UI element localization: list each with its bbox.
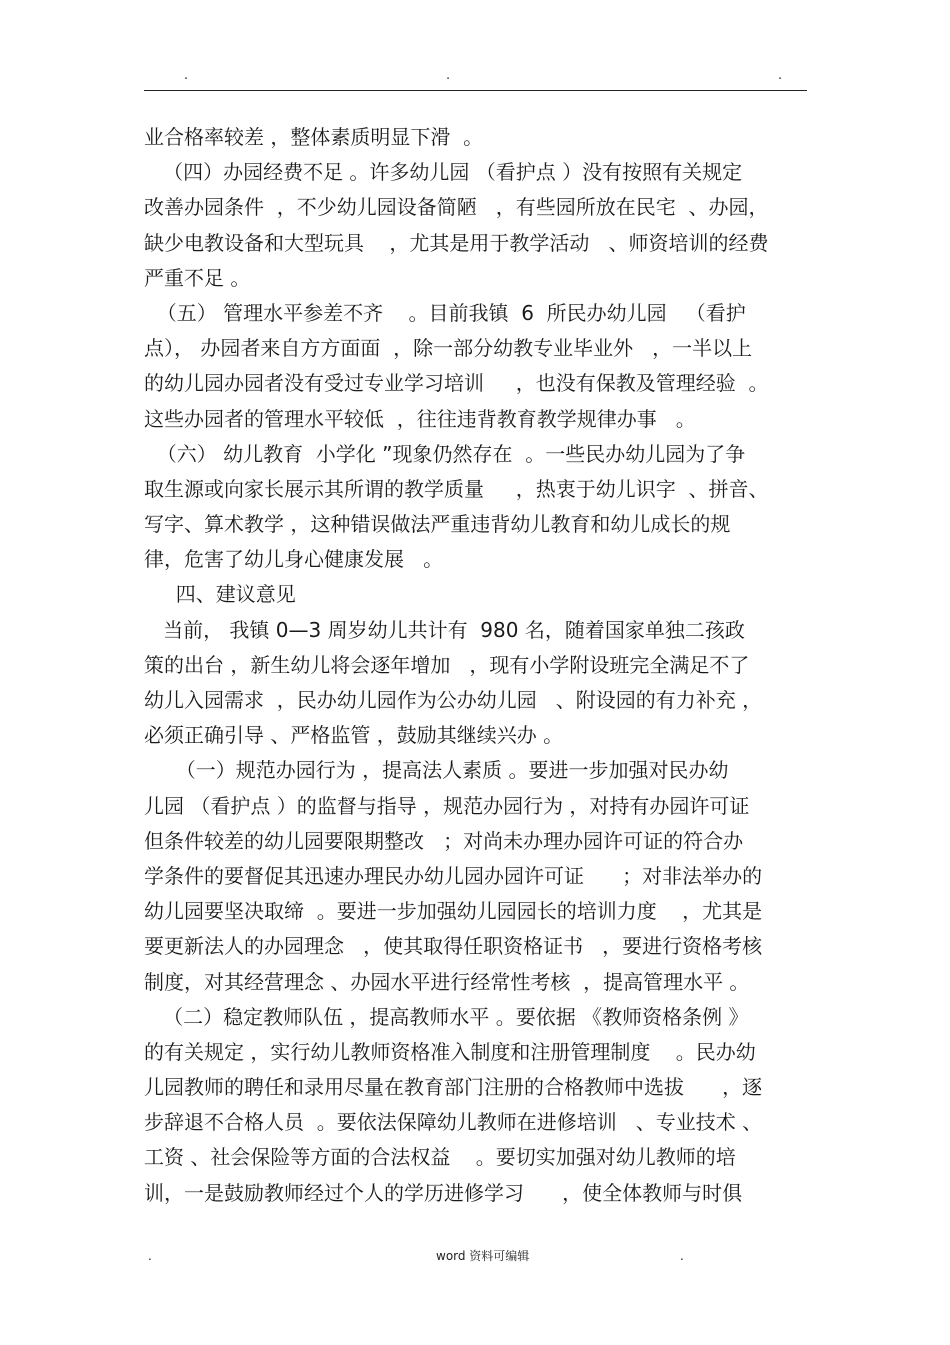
footer-text: word 资料可编辑 — [436, 1249, 530, 1263]
document-body — [144, 120, 808, 1211]
text-line: 训，一是鼓励教师经过个人的学历进修学习 ，使全体教师与时俱 — [144, 1180, 743, 1205]
text-line: 业合格率较差 ，整体素质明显下滑 。 — [144, 125, 484, 149]
text-line: 幼儿入园需求 ，民办幼儿园作为公办幼儿园 、附设园的有力补充 ， — [144, 688, 763, 712]
text-line: 步辞退不合格人员 。要依法保障幼儿教师在进修培训 、专业技术 、 — [144, 1110, 763, 1135]
text-line: （六） 幼儿教育 小学化 ”现象仍然存在 。一些民办幼儿园为了争 — [144, 441, 746, 466]
text-line: 点）， 办园者来自方方面面 ，除一部分幼教专业毕业外 ，一半以上 — [144, 336, 753, 361]
text-line: （五） 管理水平参差不齐 。目前我镇 6 所民办幼儿园 （看护 — [144, 300, 746, 325]
footer-dot-right: . — [680, 1249, 684, 1263]
text-line: 律，危害了幼儿身心健康发展 。 — [144, 547, 444, 572]
text-line: 当前， 我镇 0—3 周岁幼儿共计有 980 名，随着国家单独二孩政 — [144, 617, 745, 642]
text-line: 要更新法人的办园理念 ，使其取得任职资格证书 ，要进行资格考核 — [144, 934, 763, 959]
footer-dot-left: . — [148, 1249, 152, 1263]
text-line: 缺少电教设备和大型玩具 ，尤其是用于教学活动 、师资培训的经费 — [144, 230, 769, 255]
text-line: 这些办园者的管理水平较低 ，往往违背教育教学规律办事 。 — [144, 406, 696, 431]
text-line: 学条件的要督促其迅速办理民办幼儿园办园许可证 ；对非法举办的 — [144, 863, 763, 888]
header-rule — [144, 90, 807, 91]
header-dot-right: . — [778, 68, 783, 83]
text-line: 的幼儿园办园者没有受过专业学习培训 ，也没有保教及管理经验 。 — [144, 371, 769, 396]
text-line: 但条件较差的幼儿园要限期整改 ；对尚未办理办园许可证的符合办 — [144, 828, 744, 853]
header-dot-left: . — [184, 68, 189, 83]
text-line: （二）稳定教师队伍 ，提高教师水平 。要依据 《教师资格条例 》 — [144, 1004, 749, 1029]
text-line: 严重不足 。 — [144, 265, 251, 290]
text-line: 必须正确引导 、严格监管 ，鼓励其继续兴办 。 — [144, 723, 564, 748]
text-line: （四）办园经费不足 。许多幼儿园 （看护点 ）没有按照有关规定 — [144, 160, 743, 185]
text-line: 的有关规定 ，实行幼儿教师资格准入制度和注册管理制度 。民办幼 — [144, 1039, 756, 1064]
text-line: 儿园教师的聘任和录用尽量在教育部门注册的合格教师中选拔 ，逐 — [144, 1075, 763, 1100]
header-dot-middle: . — [446, 68, 451, 83]
text-line: 取生源或向家长展示其所谓的教学质量 ，热衷于幼儿识字 、拼音、 — [144, 476, 769, 501]
text-line: 儿园 （看护点 ）的监督与指导 ，规范办园行为 ，对持有办园许可证 — [144, 793, 750, 818]
text-line: 策的出台 ，新生幼儿将会逐年增加 ，现有小学附设班完全满足不了 — [144, 652, 750, 677]
text-line: 幼儿园要坚决取缔 。要进一步加强幼儿园园长的培训力度 ，尤其是 — [144, 899, 763, 924]
text-line: （一）规范办园行为 ，提高法人素质 。要进一步加强对民办幼 — [144, 758, 729, 783]
text-line: 工资 、社会保险等方面的合法权益 。要切实加强对幼儿教师的培 — [144, 1145, 736, 1170]
text-line: 改善办园条件 ，不少幼儿园设备简陋 ，有些园所放在民宅 、办园， — [144, 195, 769, 220]
text-line: 写字、算术教学 ，这种错误做法严重违背幼儿教育和幼儿成长的规 — [144, 512, 731, 537]
text-line: 制度，对其经营理念 、办园水平进行经常性考核 ，提高管理水平 。 — [144, 969, 750, 994]
section-heading: 四、建议意见 — [144, 582, 296, 607]
